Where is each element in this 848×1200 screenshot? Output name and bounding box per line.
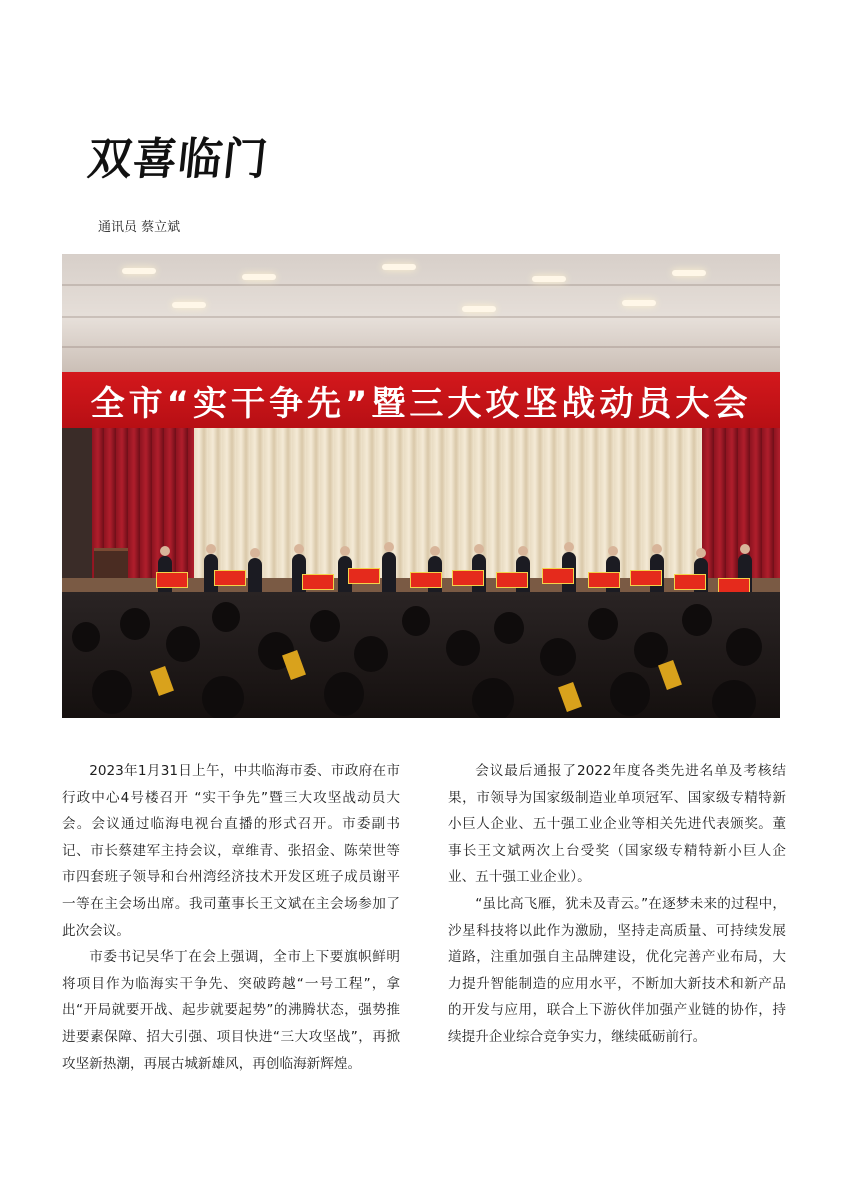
- article-paragraph: 2023年1月31日上午，中共临海市委、市政府在市行政中心4号楼召开 “实干争先”暨三大攻坚战动员大会。会议通过临海电视台直播的形式召开。市委副书记、市长蔡建军主持会议，章维青、张招金、陈荣世等市四套班子领导和台州湾经济技术开发区班子成员谢平一等在主会场出席。我司董事长王文斌在主会场参加了此次会议。: [62, 763, 400, 939]
- article-paragraph: “虽比高飞雁，犹未及青云。”在逐梦未来的过程中，沙星科技将以此作为激励，坚持走高质量、可持续发展道路，注重加强自主品牌建设，优化完善产业布局，大力提升智能制造的应用水平，不断加大新技术和新产品的开发与应用，联合上下游伙伴加强产业链的协作，持续提升企业综合竞争实力，继续砥砺前行。: [448, 895, 786, 1045]
- article-column-left: [62, 758, 400, 1077]
- article-column-right: [448, 758, 786, 1051]
- audience: [62, 592, 780, 718]
- photo-ceiling: [62, 254, 780, 372]
- article-paragraph: 市委书记吴华丁在会上强调，全市上下要旗帜鲜明将项目作为临海实干争先、突破跨越“一号工程”，拿出“开局就要开战、起步就要起势”的沸腾状态，强势推进要素保障、招大引强、项目快进“三大攻坚战”，再掀攻坚新热潮，再展古城新雄风，再创临海新辉煌。: [62, 949, 400, 1072]
- photo-banner: 全市“实干争先”暨三大攻坚战动员大会: [62, 372, 780, 428]
- event-photo: [62, 254, 780, 718]
- article-byline: 通讯员 蔡立斌: [98, 220, 181, 235]
- article-paragraph: 会议最后通报了2022年度各类先进名单及考核结果，市领导为国家级制造业单项冠军、国家级专精特新小巨人企业、五十强工业企业等相关先进代表颁奖。董事长王文斌两次上台受奖（国家级专精特新小巨人企业、五十强工业企业）。: [448, 763, 786, 886]
- article-title: 双喜临门: [85, 134, 271, 185]
